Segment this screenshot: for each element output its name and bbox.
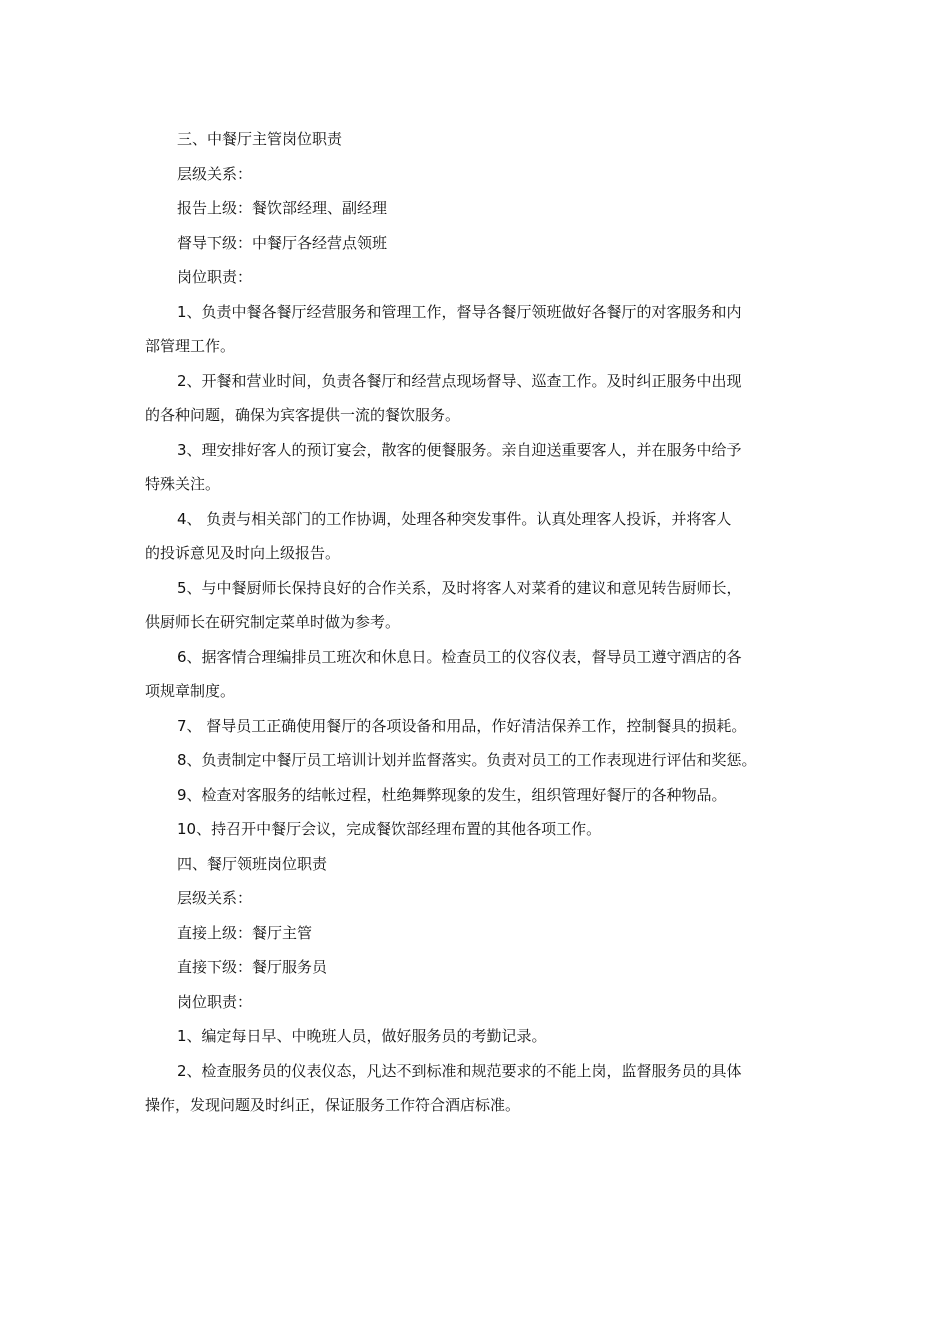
duty-item-2-line-1: 2、开餐和营业时间，负责各餐厅和经营点现场督导、巡查工作。及时纠正服务中出现 [177, 371, 742, 390]
duty-item-2-line-2: 的各种问题，确保为宾客提供一流的餐饮服务。 [145, 406, 461, 424]
relation-label: 层级关系： [177, 164, 253, 183]
duties-label: 岗位职责： [177, 268, 253, 286]
duty-item-1-line-2: 部管理工作。 [145, 337, 236, 355]
foreman-duty-item-1: 1、编定每日早、中晚班人员，做好服务员的考勤记录。 [177, 1027, 547, 1045]
duty-item-7: 7、 督导员工正确使用餐厅的各项设备和用品，作好清洁保养工作，控制餐具的损耗。 [177, 716, 747, 735]
duty-item-3-line-2: 特殊关注。 [145, 475, 221, 493]
direct-subordinate: 直接下级：餐厅服务员 [177, 958, 328, 976]
section-heading: 四、餐厅领班岗位职责 [177, 854, 328, 873]
relation-label: 层级关系： [177, 889, 253, 907]
duty-item-3-line-1: 3、理安排好客人的预订宴会，散客的便餐服务。亲自迎送重要客人，并在服务中给予 [177, 440, 742, 459]
duty-item-6-line-1: 6、据客情合理编排员工班次和休息日。检查员工的仪容仪表，督导员工遵守酒店的各 [177, 647, 742, 666]
report-superior: 报告上级：餐饮部经理、副经理 [177, 199, 388, 217]
duty-item-10: 10、持召开中餐厅会议，完成餐饮部经理布置的其他各项工作。 [177, 820, 602, 838]
foreman-duty-item-2-line-1: 2、检查服务员的仪表仪态，凡达不到标准和规范要求的不能上岗，监督服务员的具体 [177, 1061, 742, 1080]
duty-item-5-line-2: 供厨师长在研究制定菜单时做为参考。 [145, 613, 401, 631]
duty-item-4-line-2: 的投诉意见及时向上级报告。 [145, 544, 341, 562]
supervise-subordinate: 督导下级：中餐厅各经营点领班 [177, 233, 388, 252]
direct-superior: 直接上级：餐厅主管 [177, 923, 313, 942]
section-heading: 三、中餐厅主管岗位职责 [177, 130, 343, 148]
duty-item-4-line-1: 4、 负责与相关部门的工作协调，处理各种突发事件。认真处理客人投诉，并将客人 [177, 509, 732, 528]
document-body [145, 122, 810, 1123]
duty-item-5-line-1: 5、与中餐厨师长保持良好的合作关系，及时将客人对菜肴的建议和意见转告厨师长， [177, 578, 742, 597]
duty-item-9: 9、检查对客服务的结帐过程，杜绝舞弊现象的发生，组织管理好餐厅的各种物品。 [177, 785, 727, 804]
duty-item-8: 8、负责制定中餐厅员工培训计划并监督落实。负责对员工的工作表现进行评估和奖惩。 [177, 751, 757, 769]
duties-label: 岗位职责： [177, 992, 253, 1011]
foreman-duty-item-2-line-2: 操作，发现问题及时纠正，保证服务工作符合酒店标准。 [145, 1096, 521, 1114]
duty-item-1-line-1: 1、负责中餐各餐厅经营服务和管理工作，督导各餐厅领班做好各餐厅的对客服务和内 [177, 302, 742, 321]
duty-item-6-line-2: 项规章制度。 [145, 682, 236, 700]
